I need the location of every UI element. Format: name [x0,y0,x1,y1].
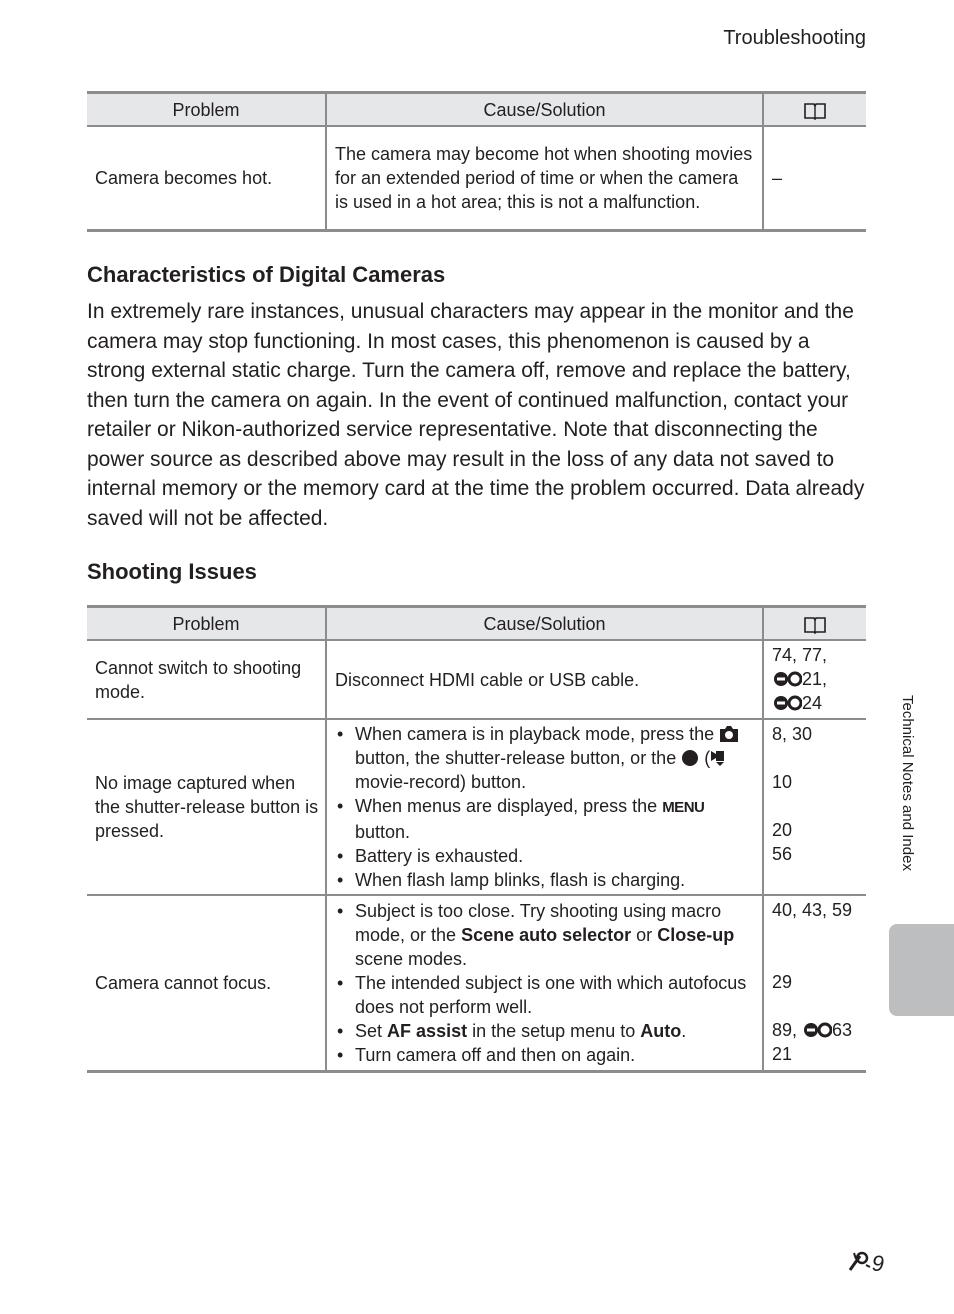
header-problem: Problem [87,93,326,127]
problem-cell: Camera cannot focus. [87,895,326,1071]
reference-pages: 24 [802,693,823,713]
reference-pages: 21 [772,1044,793,1064]
menu-button-icon: MENU [662,799,705,816]
header-cause-solution: Cause/Solution [326,607,763,641]
reference-pages: 20 [772,820,793,840]
header-cause-solution: Cause/Solution [326,93,763,127]
troubleshooting-table-shooting [87,605,866,1073]
characteristics-paragraph: In extremely rare instances, unusual characters may appear in the monitor and the camera may stop functioning. In most cases, this phenomenon is caused by a strong external static charge. Turn the camera off, remove and replace the battery, then turn the camera on again. In the event of continued malfunction, contact your retailer or Nikon-authorized service representative. Note that disconnecting the power source as described above may result in the loss of any data not saved to internal memory or the memory card at the time the problem occurred. Data already saved will not be affected. [87,300,865,530]
problem-cell: Camera becomes hot. [87,126,326,230]
book-reference-icon [803,616,827,634]
reference-cell [763,640,866,719]
reference-pages: 74, 77, [772,645,828,665]
technical-notes-icon [846,1250,872,1274]
list-item: • When menus are displayed, press the MENU button. [335,794,756,844]
book-reference-icon [803,102,827,120]
problem-cell: Cannot switch to shooting mode. [87,640,326,719]
list-item: • When camera is in playback mode, press the button, the shutter-release button, or the ( movie-record) button. [335,722,756,794]
list-item: • Turn camera off and then on again. [335,1043,756,1067]
reference-section-icon [772,670,802,688]
reference-cell [763,719,866,895]
cause-cell [326,719,763,895]
movie-icon [710,749,732,767]
camera-icon [719,725,739,743]
reference-pages: 8, 30 [772,724,813,744]
header-reference [763,607,866,641]
cause-cell [326,895,763,1071]
list-item: • The intended subject is one with which autofocus does not perform well. [335,971,756,1019]
reference-section-icon [772,694,802,712]
cause-cell: Disconnect HDMI cable or USB cable. [326,640,763,719]
reference-pages: 29 [772,972,793,992]
reference-pages: 21, [802,669,828,689]
table-header-row [87,607,866,641]
running-header: Troubleshooting [723,27,866,49]
reference-pages: 10 [772,772,793,792]
sidebar-section-tab [889,924,954,1016]
list-item: • Subject is too close. Try shooting using macro mode, or the Scene auto selector or Close-up scene modes. [335,899,756,971]
section-title-characteristics: Characteristics of Digital Cameras [87,262,446,287]
reference-pages: 89, [772,1020,798,1040]
reference-cell [763,895,866,1071]
table-row [87,719,866,895]
problem-cell: No image captured when the shutter-release button is pressed. [87,719,326,895]
reference-cell: – [763,126,866,230]
section-title-shooting-issues: Shooting Issues [87,559,257,584]
table-row [87,640,866,719]
table-row [87,126,866,230]
header-problem: Problem [87,607,326,641]
reference-pages: 40, 43, 59 [772,900,853,920]
sidebar-section-label: Technical Notes and Index [899,695,916,871]
reference-section-icon [802,1021,832,1039]
table-row [87,895,866,1071]
page-number: 9 [846,1250,884,1277]
table-header-row [87,93,866,127]
cause-cell: The camera may become hot when shooting movies for an extended period of time or when the camera is used in a hot area; this is not a malfunction. [326,126,763,230]
list-item: • When flash lamp blinks, flash is charging. [335,868,756,892]
reference-pages: 63 [832,1020,853,1040]
troubleshooting-table-hot [87,91,866,232]
record-button-icon [681,749,699,767]
list-item: • Set AF assist in the setup menu to Auto. [335,1019,756,1043]
reference-pages: 56 [772,844,793,864]
list-item: • Battery is exhausted. [335,844,756,868]
header-reference [763,93,866,127]
